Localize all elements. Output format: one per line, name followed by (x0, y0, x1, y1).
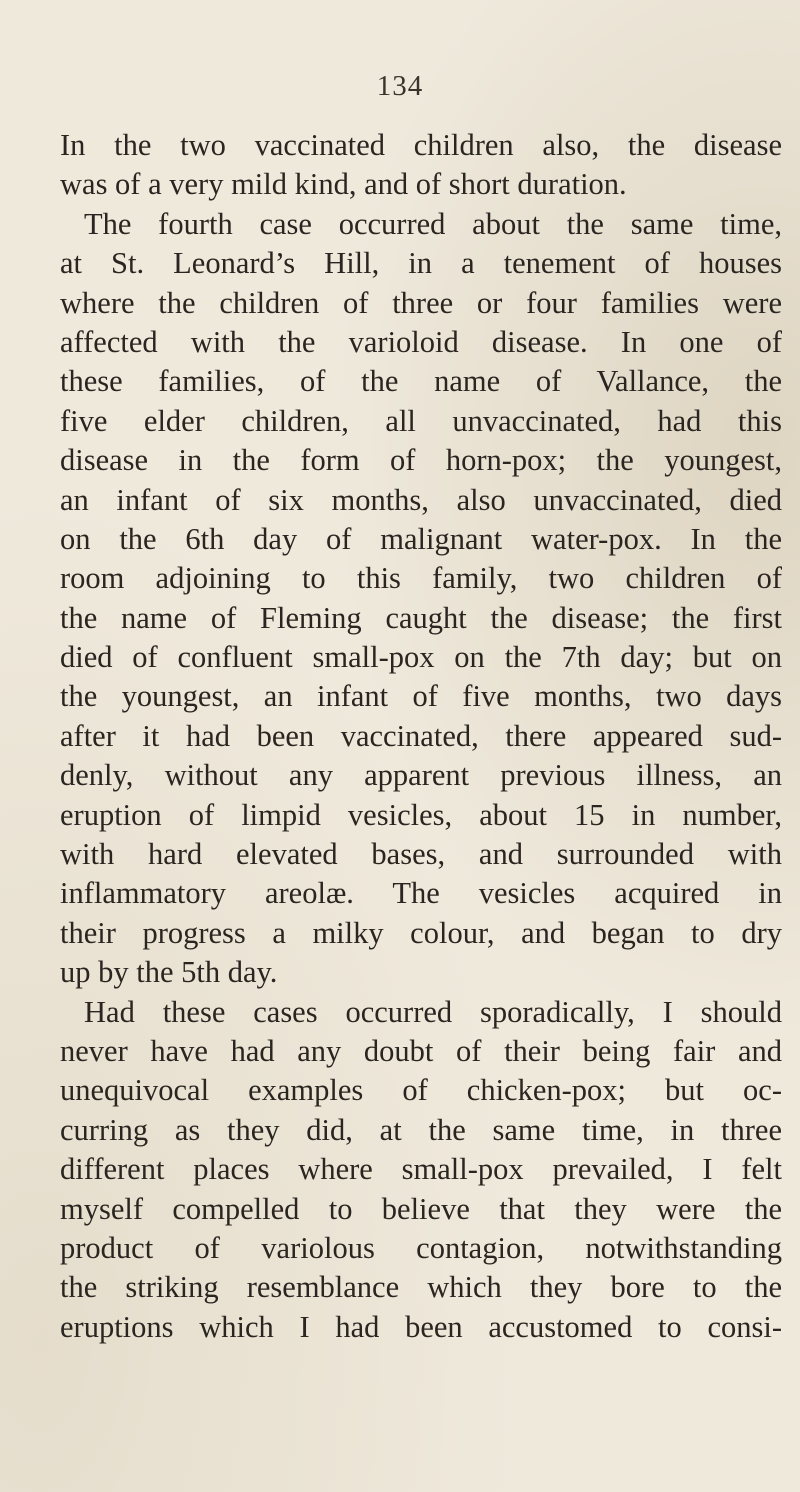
text-line: eruptions which I had been accustomed to consi- (60, 1309, 782, 1344)
text-line: at St. Leonard’s Hill, in a tenement of houses (60, 246, 782, 281)
text-line: eruption of limpid vesicles, about 15 in number, (60, 797, 782, 832)
text-line: an infant of six months, also unvaccinated, died (60, 482, 782, 517)
text-line: unequivocal examples of chicken-pox; but oc- (60, 1073, 782, 1108)
text-line: disease in the form of horn-pox; the youngest, (60, 443, 782, 478)
text-line: died of confluent small-pox on the 7th day; but on (60, 640, 782, 675)
text-line: the name of Fleming caught the disease; the first (60, 600, 782, 635)
text-line: room adjoining to this family, two children of (60, 561, 782, 596)
text-line: the youngest, an infant of five months, two days (60, 679, 782, 714)
text-line: myself compelled to believe that they were the (60, 1191, 782, 1226)
text-line: up by the 5th day. (60, 955, 278, 990)
text-line: the striking resemblance which they bore to the (60, 1270, 782, 1305)
text-line: these families, of the name of Vallance, the (60, 364, 782, 399)
page-number: 134 (376, 70, 424, 102)
text-line: where the children of three or four families were (60, 285, 782, 320)
text-line: In the two vaccinated children also, the disease (60, 128, 782, 162)
text-line: denly, without any apparent previous illness, an (60, 758, 782, 793)
text-line: never have had any doubt of their being fair and (60, 1033, 782, 1068)
body-text (60, 126, 782, 1347)
text-line: different places where small-pox prevailed, I felt (60, 1152, 782, 1187)
text-line: with hard elevated bases, and surrounded with (60, 837, 782, 872)
text-line: after it had been vaccinated, there appeared sud- (60, 718, 782, 753)
text-line: The fourth case occurred about the same time, (84, 206, 782, 241)
text-line: Had these cases occurred sporadically, I should (84, 994, 782, 1029)
text-line: curring as they did, at the same time, in three (60, 1112, 782, 1147)
text-line: five elder children, all unvaccinated, had this (60, 403, 782, 438)
text-line: inflammatory areolæ. The vesicles acquired in (60, 876, 782, 911)
text-line: product of variolous contagion, notwithstanding (60, 1230, 782, 1265)
text-line: affected with the varioloid disease. In one of (60, 324, 782, 359)
text-line: their progress a milky colour, and began to dry (60, 915, 782, 950)
text-line: was of a very mild kind, and of short duration. (60, 167, 627, 202)
text-line: on the 6th day of malignant water-pox. In the (60, 521, 782, 556)
